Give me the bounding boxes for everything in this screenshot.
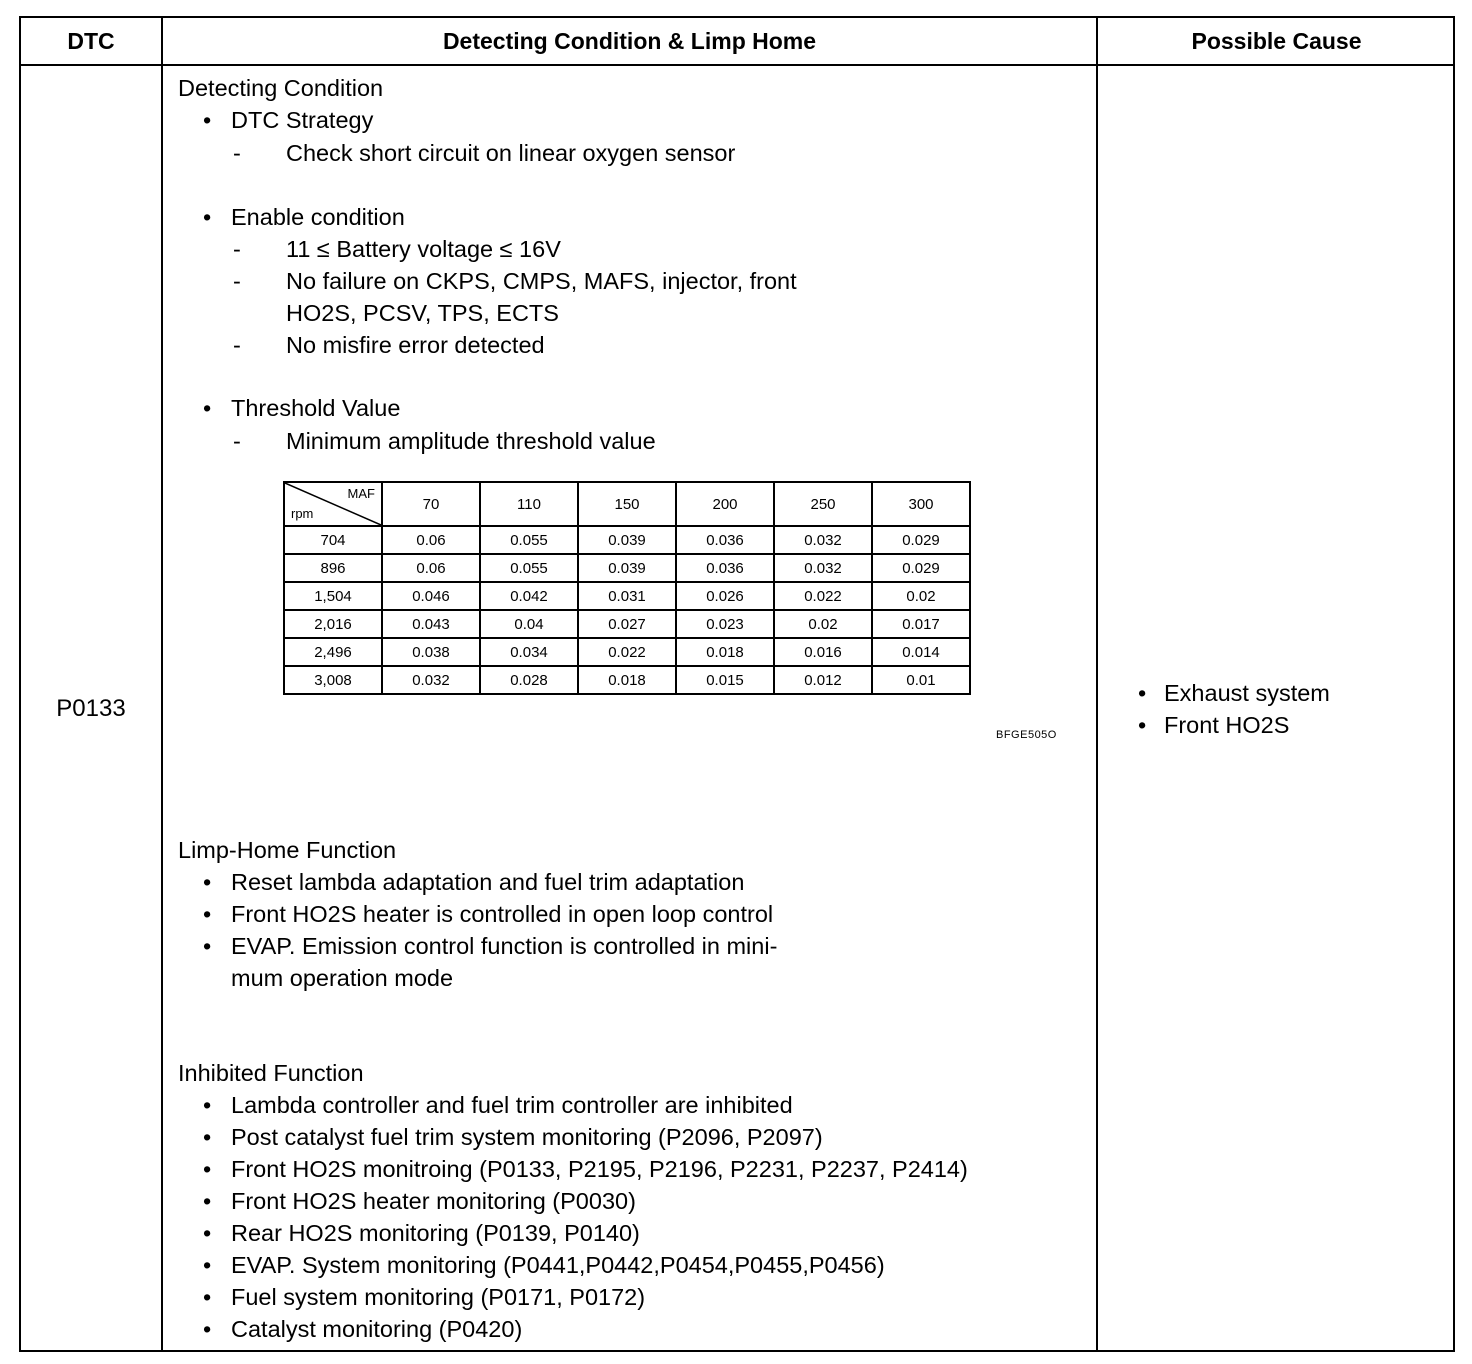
table-row: 3,008 0.032 0.028 0.018 0.015 0.012 0.01: [284, 666, 970, 694]
column-divider: [161, 16, 163, 1352]
list-item: No misfire error detected: [286, 332, 545, 358]
table-row: 2,016 0.043 0.04 0.027 0.023 0.02 0.017: [284, 610, 970, 638]
limp-home-title: Limp-Home Function: [178, 837, 397, 863]
list-item: 11 ≤ Battery voltage ≤ 16V: [286, 236, 561, 262]
list-item: Check short circuit on linear oxygen sensor: [286, 140, 736, 166]
threshold-table: [283, 481, 971, 695]
corner-cell: [284, 482, 382, 526]
column-header: 70: [382, 482, 480, 526]
column-header: 250: [774, 482, 872, 526]
column-header: 200: [676, 482, 774, 526]
column-header: 300: [872, 482, 970, 526]
column-header: 110: [480, 482, 578, 526]
header-condition: Detecting Condition & Limp Home: [442, 27, 817, 54]
corner-maf-label: MAF: [347, 486, 375, 501]
table-row: 1,504 0.046 0.042 0.031 0.026 0.022 0.02: [284, 582, 970, 610]
list-item: Minimum amplitude threshold value: [286, 428, 656, 454]
header-dtc: DTC: [67, 27, 115, 54]
list-item: HO2S, PCSV, TPS, ECTS: [286, 300, 559, 326]
table-row: 2,496 0.038 0.034 0.022 0.018 0.016 0.014: [284, 638, 970, 666]
list-item: No failure on CKPS, CMPS, MAFS, injector, front: [286, 268, 797, 294]
header-cause: Possible Cause: [1191, 27, 1362, 54]
column-header: 150: [578, 482, 676, 526]
table-row: 896 0.06 0.055 0.039 0.036 0.032 0.029: [284, 554, 970, 582]
corner-rpm-label: rpm: [291, 506, 314, 521]
column-divider: [1096, 16, 1098, 1352]
figure-reference: BFGE505O: [996, 729, 1057, 741]
detecting-title: Detecting Condition: [178, 75, 384, 101]
inhibited-title: Inhibited Function: [178, 1060, 364, 1086]
table-row: 704 0.06 0.055 0.039 0.036 0.032 0.029: [284, 526, 970, 554]
dtc-code: P0133: [56, 695, 126, 722]
